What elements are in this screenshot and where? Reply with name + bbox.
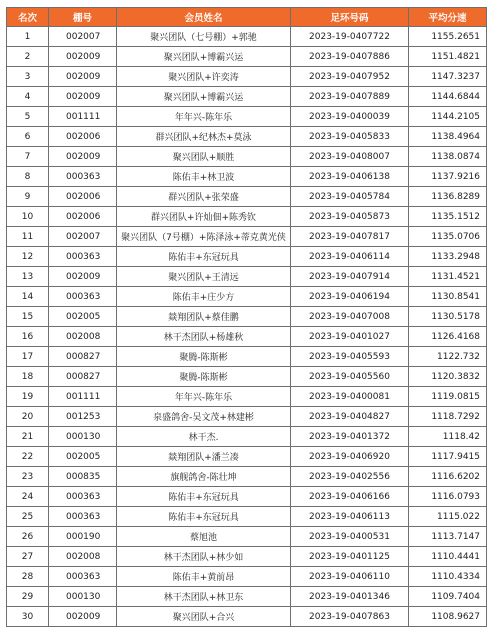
cell-speed: 1144.6844 <box>409 87 487 107</box>
cell-loft: 001111 <box>49 387 117 407</box>
cell-ring: 2023-19-0405833 <box>291 127 409 147</box>
cell-speed: 1120.3832 <box>409 367 487 387</box>
cell-ring: 2023-19-0407722 <box>291 27 409 47</box>
cell-ring: 2023-19-0405593 <box>291 347 409 367</box>
cell-ring: 2023-19-0407008 <box>291 307 409 327</box>
cell-rank: 25 <box>7 507 49 527</box>
cell-speed: 1131.4521 <box>409 267 487 287</box>
cell-loft: 002009 <box>49 267 117 287</box>
table-row <box>7 287 487 307</box>
cell-speed: 1147.3237 <box>409 67 487 87</box>
cell-speed: 1138.0874 <box>409 147 487 167</box>
cell-ring: 2023-19-0406194 <box>291 287 409 307</box>
cell-ring: 2023-19-0406114 <box>291 247 409 267</box>
cell-ring: 2023-19-0402556 <box>291 467 409 487</box>
cell-rank: 29 <box>7 587 49 607</box>
cell-ring: 2023-19-0407952 <box>291 67 409 87</box>
cell-member: 聚腾-陈斯彬 <box>117 367 291 387</box>
cell-rank: 23 <box>7 467 49 487</box>
cell-member: 泉盛鸽舍-吴文茂+林建彬 <box>117 407 291 427</box>
cell-loft: 001253 <box>49 407 117 427</box>
cell-member: 蔡旭池 <box>117 527 291 547</box>
cell-loft: 000130 <box>49 427 117 447</box>
cell-rank: 4 <box>7 87 49 107</box>
cell-loft: 000363 <box>49 167 117 187</box>
cell-member: 聚兴团队（七号棚）+郭驰 <box>117 27 291 47</box>
cell-loft: 002009 <box>49 47 117 67</box>
table-row <box>7 567 487 587</box>
table-row <box>7 407 487 427</box>
cell-speed: 1135.1512 <box>409 207 487 227</box>
cell-member: 陈佑丰+东冠玩具 <box>117 487 291 507</box>
header-ring: 足环号码 <box>291 8 409 27</box>
cell-ring: 2023-19-0401125 <box>291 547 409 567</box>
cell-rank: 16 <box>7 327 49 347</box>
cell-loft: 001111 <box>49 107 117 127</box>
cell-ring: 2023-19-0405560 <box>291 367 409 387</box>
table-row <box>7 487 487 507</box>
cell-rank: 30 <box>7 607 49 627</box>
cell-loft: 000827 <box>49 347 117 367</box>
header-speed: 平均分速 <box>409 8 487 27</box>
cell-speed: 1119.0815 <box>409 387 487 407</box>
table-row <box>7 107 487 127</box>
cell-rank: 3 <box>7 67 49 87</box>
cell-rank: 11 <box>7 227 49 247</box>
cell-speed: 1130.8541 <box>409 287 487 307</box>
cell-member: 陈佑丰+东冠玩具 <box>117 247 291 267</box>
table-row <box>7 427 487 447</box>
cell-loft: 002009 <box>49 67 117 87</box>
cell-loft: 000363 <box>49 567 117 587</box>
cell-rank: 22 <box>7 447 49 467</box>
cell-speed: 1113.7147 <box>409 527 487 547</box>
cell-loft: 002005 <box>49 447 117 467</box>
cell-speed: 1110.4441 <box>409 547 487 567</box>
cell-loft: 002009 <box>49 607 117 627</box>
cell-ring: 2023-19-0405873 <box>291 207 409 227</box>
cell-ring: 2023-19-0407886 <box>291 47 409 67</box>
cell-speed: 1126.4168 <box>409 327 487 347</box>
cell-ring: 2023-19-0407889 <box>291 87 409 107</box>
cell-member: 群兴团队+张荣盛 <box>117 187 291 207</box>
cell-member: 聚兴团队+许奕涛 <box>117 67 291 87</box>
table-row <box>7 227 487 247</box>
cell-rank: 10 <box>7 207 49 227</box>
cell-rank: 27 <box>7 547 49 567</box>
cell-loft: 000827 <box>49 367 117 387</box>
cell-member: 年年兴-陈年乐 <box>117 387 291 407</box>
table-row <box>7 127 487 147</box>
cell-speed: 1135.0706 <box>409 227 487 247</box>
cell-loft: 002008 <box>49 327 117 347</box>
table-row <box>7 467 487 487</box>
cell-ring: 2023-19-0406138 <box>291 167 409 187</box>
results-table-container <box>6 7 486 627</box>
cell-ring: 2023-19-0404827 <box>291 407 409 427</box>
results-table <box>6 7 487 627</box>
cell-ring: 2023-19-0407863 <box>291 607 409 627</box>
cell-rank: 7 <box>7 147 49 167</box>
cell-rank: 26 <box>7 527 49 547</box>
cell-ring: 2023-19-0401027 <box>291 327 409 347</box>
cell-rank: 28 <box>7 567 49 587</box>
cell-ring: 2023-19-0406920 <box>291 447 409 467</box>
cell-member: 聚兴团队+顺胜 <box>117 147 291 167</box>
table-row <box>7 147 487 167</box>
cell-member: 林干杰. <box>117 427 291 447</box>
cell-speed: 1137.9216 <box>409 167 487 187</box>
table-header-row <box>7 8 487 27</box>
cell-member: 聚腾-陈斯彬 <box>117 347 291 367</box>
cell-loft: 000130 <box>49 587 117 607</box>
table-body <box>7 27 487 627</box>
cell-speed: 1110.4334 <box>409 567 487 587</box>
cell-ring: 2023-19-0407817 <box>291 227 409 247</box>
cell-member: 聚兴团队（7号棚）+陈泽泳+蒂克黄光侠 <box>117 227 291 247</box>
cell-loft: 000363 <box>49 487 117 507</box>
cell-loft: 000190 <box>49 527 117 547</box>
table-row <box>7 347 487 367</box>
cell-loft: 002009 <box>49 147 117 167</box>
cell-loft: 002005 <box>49 307 117 327</box>
cell-rank: 17 <box>7 347 49 367</box>
cell-loft: 002006 <box>49 127 117 147</box>
cell-rank: 18 <box>7 367 49 387</box>
cell-member: 林干杰团队+林少如 <box>117 547 291 567</box>
table-row <box>7 367 487 387</box>
cell-member: 旗舰鸽舍-陈壮坤 <box>117 467 291 487</box>
header-rank: 名次 <box>7 8 49 27</box>
cell-ring: 2023-19-0400531 <box>291 527 409 547</box>
cell-rank: 15 <box>7 307 49 327</box>
table-row <box>7 167 487 187</box>
cell-ring: 2023-19-0408007 <box>291 147 409 167</box>
cell-speed: 1116.0793 <box>409 487 487 507</box>
cell-loft: 000835 <box>49 467 117 487</box>
cell-member: 燚翔团队+潘兰凑 <box>117 447 291 467</box>
cell-ring: 2023-19-0407914 <box>291 267 409 287</box>
cell-loft: 002008 <box>49 547 117 567</box>
cell-rank: 9 <box>7 187 49 207</box>
cell-member: 群兴团队+许灿佃+陈秀钦 <box>117 207 291 227</box>
cell-speed: 1115.022 <box>409 507 487 527</box>
cell-speed: 1122.732 <box>409 347 487 367</box>
cell-member: 陈佑丰+黄前昂 <box>117 567 291 587</box>
table-row <box>7 187 487 207</box>
table-row <box>7 247 487 267</box>
cell-loft: 002006 <box>49 207 117 227</box>
header-loft: 棚号 <box>49 8 117 27</box>
table-row <box>7 547 487 567</box>
cell-member: 聚兴团队+王清远 <box>117 267 291 287</box>
cell-member: 燚翔团队+蔡佳鹏 <box>117 307 291 327</box>
cell-rank: 24 <box>7 487 49 507</box>
cell-loft: 000363 <box>49 287 117 307</box>
table-row <box>7 267 487 287</box>
table-row <box>7 387 487 407</box>
table-row <box>7 87 487 107</box>
cell-rank: 14 <box>7 287 49 307</box>
cell-member: 聚兴团队+博霸兴运 <box>117 47 291 67</box>
cell-speed: 1130.5178 <box>409 307 487 327</box>
table-row <box>7 67 487 87</box>
table-row <box>7 47 487 67</box>
cell-speed: 1136.8289 <box>409 187 487 207</box>
header-member: 会员姓名 <box>117 8 291 27</box>
table-row <box>7 507 487 527</box>
cell-ring: 2023-19-0406110 <box>291 567 409 587</box>
cell-speed: 1117.9415 <box>409 447 487 467</box>
cell-member: 林干杰团队+林卫东 <box>117 587 291 607</box>
table-row <box>7 327 487 347</box>
cell-loft: 002007 <box>49 27 117 47</box>
cell-ring: 2023-19-0406113 <box>291 507 409 527</box>
cell-loft: 002009 <box>49 87 117 107</box>
cell-member: 聚兴团队+合兴 <box>117 607 291 627</box>
cell-rank: 13 <box>7 267 49 287</box>
table-row <box>7 587 487 607</box>
cell-rank: 19 <box>7 387 49 407</box>
cell-speed: 1144.2105 <box>409 107 487 127</box>
cell-speed: 1118.42 <box>409 427 487 447</box>
cell-member: 陈佑丰+庄少方 <box>117 287 291 307</box>
cell-member: 年年兴-陈年乐 <box>117 107 291 127</box>
cell-loft: 000363 <box>49 507 117 527</box>
table-row <box>7 207 487 227</box>
cell-rank: 8 <box>7 167 49 187</box>
cell-rank: 1 <box>7 27 49 47</box>
cell-member: 林干杰团队+杨雄秋 <box>117 327 291 347</box>
cell-ring: 2023-19-0400081 <box>291 387 409 407</box>
cell-rank: 5 <box>7 107 49 127</box>
cell-speed: 1118.7292 <box>409 407 487 427</box>
cell-speed: 1155.2651 <box>409 27 487 47</box>
cell-speed: 1108.9627 <box>409 607 487 627</box>
cell-speed: 1133.2948 <box>409 247 487 267</box>
cell-member: 陈佑丰+东冠玩具 <box>117 507 291 527</box>
cell-rank: 12 <box>7 247 49 267</box>
table-row <box>7 27 487 47</box>
cell-loft: 000363 <box>49 247 117 267</box>
cell-rank: 6 <box>7 127 49 147</box>
table-row <box>7 527 487 547</box>
cell-member: 陈佑丰+林卫波 <box>117 167 291 187</box>
cell-rank: 2 <box>7 47 49 67</box>
cell-speed: 1151.4821 <box>409 47 487 67</box>
cell-speed: 1109.7404 <box>409 587 487 607</box>
cell-rank: 21 <box>7 427 49 447</box>
cell-rank: 20 <box>7 407 49 427</box>
table-row <box>7 447 487 467</box>
cell-ring: 2023-19-0405784 <box>291 187 409 207</box>
cell-speed: 1116.6202 <box>409 467 487 487</box>
cell-member: 聚兴团队+博霸兴运 <box>117 87 291 107</box>
table-row <box>7 607 487 627</box>
cell-ring: 2023-19-0406166 <box>291 487 409 507</box>
cell-ring: 2023-19-0400039 <box>291 107 409 127</box>
cell-member: 群兴团队+纪林杰+莫泳 <box>117 127 291 147</box>
cell-loft: 002007 <box>49 227 117 247</box>
cell-speed: 1138.4964 <box>409 127 487 147</box>
cell-loft: 002006 <box>49 187 117 207</box>
cell-ring: 2023-19-0401346 <box>291 587 409 607</box>
table-row <box>7 307 487 327</box>
cell-ring: 2023-19-0401372 <box>291 427 409 447</box>
